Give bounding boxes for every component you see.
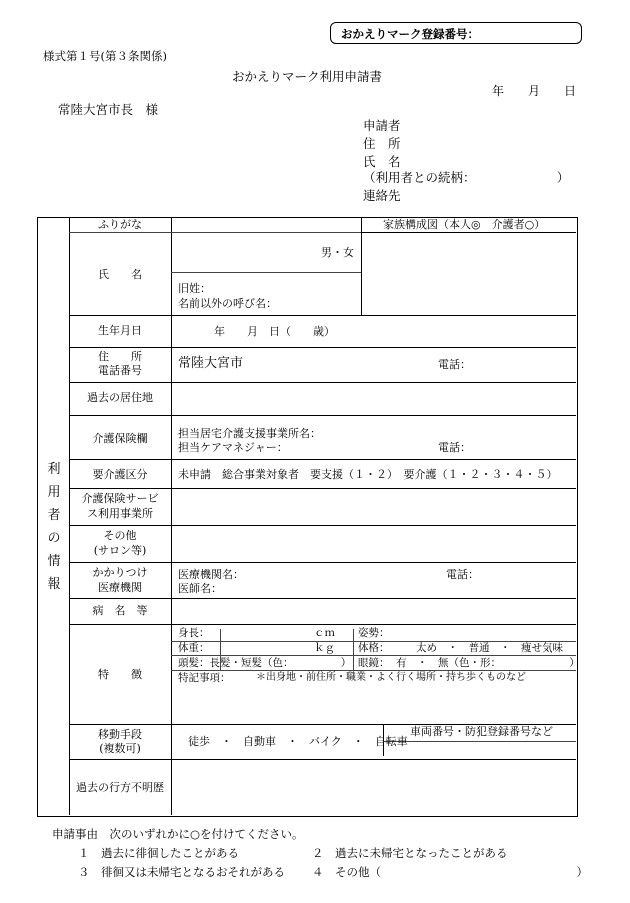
reason-option-4[interactable]: ４ その他（ ） [312,865,588,879]
care-level-label: 要介護区分 [92,468,148,481]
care-phone-field[interactable]: 電話： [438,441,471,454]
birth-date-field[interactable]: 年 月 日（ 歳） [214,325,335,338]
row-line [69,459,576,460]
name-label: 氏 名 [98,268,142,281]
other-label: その他 [103,529,137,542]
vehicle-subline [383,741,576,742]
reason-intro: 申請事由 次のいずれかに○を付けてください。 [52,827,304,841]
features-label: 特 徴 [98,668,142,681]
gender-select[interactable]: 男・女 [321,246,354,259]
doctor-label-2: 医療機関 [98,581,142,594]
phone-label: 電話番号 [98,364,142,377]
build-label: 体格： [358,642,390,654]
row-line [69,598,576,599]
row-line [69,315,576,316]
doctor-label: かかりつけ [92,566,148,579]
furigana-label: ふりがな [98,218,142,231]
other-label-2: (サロン等) [93,544,147,557]
notes-hint: ＊出身地・前住所・職業・よく行く場所・持ち歩くものなど [256,672,526,683]
features-col-divider [353,629,354,671]
past-missing-label: 過去の行方不明歴 [76,781,164,794]
vehicle-label: 車両番号・防犯登録番号など [410,725,553,738]
family-tree-label: 家族構成図（本人◎ 介護者○） [383,218,546,231]
address-field[interactable]: 常陸大宮市 [178,356,244,371]
page-title: おかえりマーク利用申請書 [232,69,383,84]
applicant-name[interactable]: 氏 名 [363,154,401,169]
user-phone-field[interactable]: 電話： [438,358,471,371]
row-line [69,382,576,383]
row-line [69,759,576,760]
row-line [69,624,576,625]
height-field[interactable]: 身長： [178,627,210,639]
build-options[interactable]: 太め ・ 普通 ・ 痩せ気味 [416,642,563,654]
glasses-label: 眼鏡： [358,657,390,669]
past-residence-label: 過去の居住地 [87,391,153,404]
row-line [69,525,576,526]
reason-option-1[interactable]: １ 過去に徘徊したことがある [78,846,239,860]
row-line [69,347,576,348]
address-label: 住 所 [98,350,142,363]
clinic-field[interactable]: 医療機関名： [178,568,244,581]
weight-field[interactable]: 体重： [178,642,210,654]
reason-option-2[interactable]: ２ 過去に未帰宅となったことがある [312,846,508,860]
notes-label: 特記事項： [178,672,231,684]
transport-options[interactable]: 徒歩 ・ 自動車 ・ バイク ・ 自転車 [188,735,408,748]
hair-field[interactable]: 頭髪：長髪・短髪（色： ） [178,657,352,669]
registration-number-box: おかえりマーク登録番号： [330,22,582,44]
label-divider [171,218,172,815]
row-line [69,488,576,489]
transport-label-2: (複数可) [99,742,141,755]
doctor-field[interactable]: 医師名： [178,582,222,595]
care-manager-field[interactable]: 担当ケアマネジャー： [178,441,288,454]
row-line [69,232,361,233]
row-line [69,562,576,563]
nickname-field[interactable]: 名前以外の呼び名： [178,297,277,310]
row-line [171,272,361,273]
user-info-table [37,217,578,817]
glasses-options[interactable]: 有 ・ 無（色・形： ） [396,657,580,669]
service-label: 介護保険サービ [81,492,159,505]
applicant-address[interactable]: 住 所 [363,136,401,151]
birth-label: 生年月日 [98,324,142,337]
transport-label: 移動手段 [98,728,142,741]
applicant-contact[interactable]: 連絡先 [363,188,401,203]
old-name-field[interactable]: 旧姓： [178,282,211,295]
care-office-field[interactable]: 担当居宅介護支援事業所名： [178,427,321,440]
care-level-options[interactable]: 未申請 総合事業対象者 要支援（１・２） 要介護（１・２・３・４・５） [178,468,558,481]
addressee: 常陸大宮市長 様 [58,102,159,117]
row-line [69,415,576,416]
applicant-label: 申請者 [363,118,401,133]
service-label-2: ス利用事業所 [87,507,153,520]
applicant-relation[interactable]: （利用者との続柄： ） [363,170,570,185]
side-label: 利 用 者 の 情 報 [47,462,61,592]
posture-field[interactable]: 姿勢： [358,627,390,639]
reason-option-3[interactable]: ３ 徘徊又は未帰宅となるおそれがある [78,865,285,879]
disease-label: 病 名 等 [92,604,148,617]
form-number: 様式第１号(第３条関係) [43,49,167,63]
clinic-phone-field[interactable]: 電話： [446,568,479,581]
height-unit: ｃｍ [314,627,335,639]
row-line [361,232,576,233]
weight-unit: ｋｇ [314,642,335,654]
date-field: 年 月 日 [492,84,577,98]
care-label: 介護保険欄 [92,432,148,445]
